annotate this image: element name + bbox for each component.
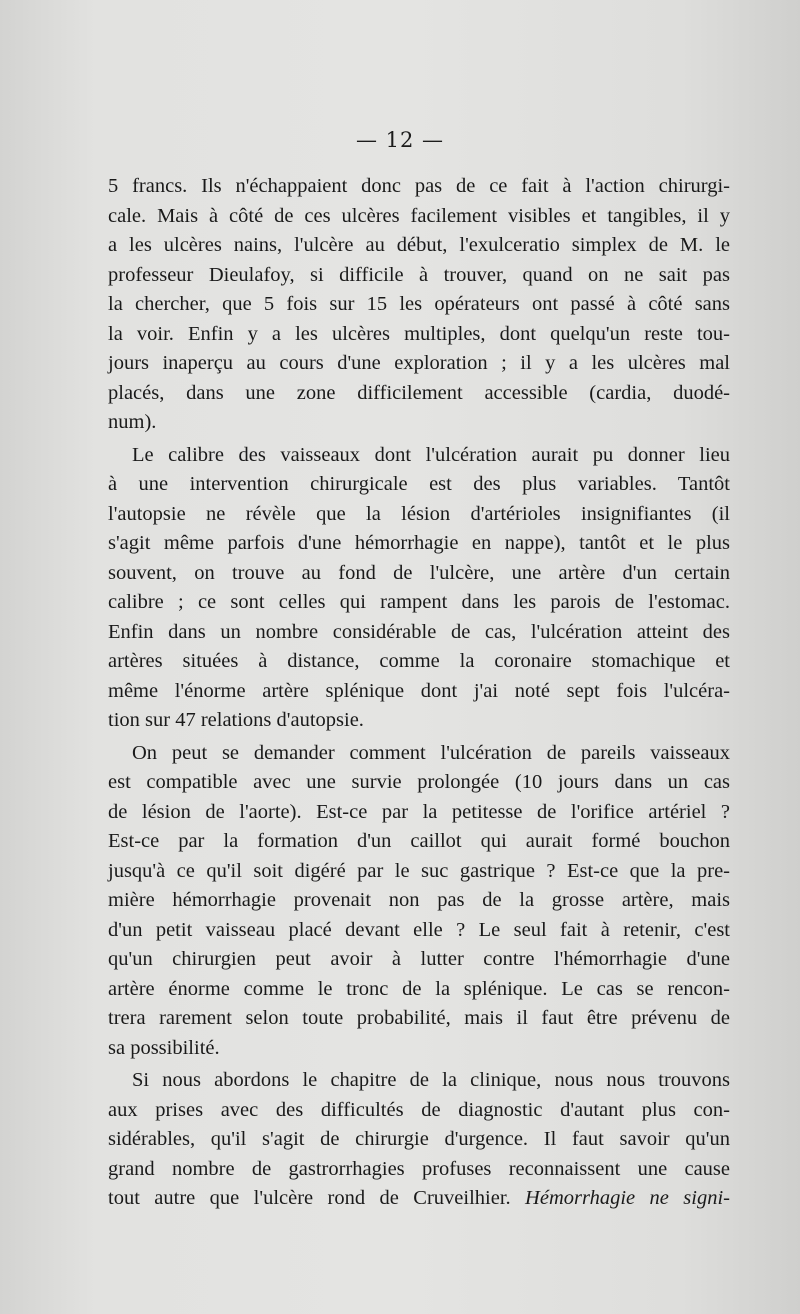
text-line: sidérables, qu'il s'agit de chirurgie d'urgence. Il faut savoir qu'un <box>108 1128 730 1150</box>
body-text <box>108 172 730 1214</box>
text-line: artère énorme comme le tronc de la splénique. Le cas se rencon- <box>108 977 730 1000</box>
text-line: jusqu'à ce qu'il soit digéré par le suc gastrique ? Est-ce que la pre- <box>108 859 730 882</box>
text-italic: Hémorrhagie ne signi- <box>525 1187 730 1209</box>
paragraph-3 <box>108 739 730 1064</box>
text-line: est compatible avec une survie prolongée (10 jours dans un cas <box>108 771 730 793</box>
paragraph-2 <box>108 441 730 736</box>
text-line: tion sur 47 relations d'autopsie. <box>108 709 364 731</box>
text-line: jours inaperçu au cours d'une exploration ; il y a les ulcères mal <box>108 352 730 374</box>
text-line: Si nous abordons le chapitre de la clinique, nous nous trouvons <box>132 1069 730 1091</box>
text-line: calibre ; ce sont celles qui rampent dans les parois de l'estomac. <box>108 591 730 613</box>
text-line: souvent, on trouve au fond de l'ulcère, une artère d'un certain <box>108 561 730 584</box>
text-line: aux prises avec des difficultés de diagnostic d'autant plus con- <box>108 1098 730 1121</box>
text-line: grand nombre de gastrorrhagies profuses reconnaissent une cause <box>108 1157 730 1180</box>
paragraph-1 <box>108 172 730 438</box>
text-line: la chercher, que 5 fois sur 15 les opérateurs ont passé à côté sans <box>108 293 730 315</box>
text-line: a les ulcères nains, l'ulcère au début, l'exulceratio simplex de M. le <box>108 234 730 256</box>
text-line: Est-ce par la formation d'un caillot qui aurait formé bouchon <box>108 830 730 852</box>
text-line: la voir. Enfin y a les ulcères multiples, dont quelqu'un reste tou- <box>108 322 730 345</box>
text-line: cale. Mais à côté de ces ulcères facilement visibles et tangibles, il y <box>108 204 730 227</box>
paragraph-4 <box>108 1066 730 1214</box>
text-line: professeur Dieulafoy, si difficile à trouver, quand on ne sait pas <box>108 263 730 286</box>
text-line: l'autopsie ne révèle que la lésion d'artérioles insignifiantes (il <box>108 502 730 525</box>
text-line: Enfin dans un nombre considérable de cas, l'ulcération atteint des <box>108 620 730 643</box>
text-line: 5 francs. Ils n'échappaient donc pas de ce fait à l'action chirurgi- <box>108 175 730 197</box>
text-line: même l'énorme artère splénique dont j'ai noté sept fois l'ulcéra- <box>108 679 730 702</box>
text-plain: tout autre que l'ulcère rond de Cruveilhier. <box>108 1187 526 1209</box>
page-number: — 12 — <box>355 128 445 152</box>
text-line: sa possibilité. <box>108 1036 220 1059</box>
text-line: artères situées à distance, comme la coronaire stomachique et <box>108 650 730 672</box>
text-line: placés, dans une zone difficilement accessible (cardia, duodé- <box>108 381 730 404</box>
text-line: qu'un chirurgien peut avoir à lutter contre l'hémorrhagie d'une <box>108 948 730 970</box>
text-line: On peut se demander comment l'ulcération de pareils vaisseaux <box>132 741 730 764</box>
text-line: à une intervention chirurgicale est des plus variables. Tantôt <box>108 473 730 495</box>
text-line: trera rarement selon toute probabilité, mais il faut être prévenu de <box>108 1007 730 1029</box>
text-line-final <box>108 1184 730 1214</box>
text-line: s'agit même parfois d'une hémorrhagie en nappe), tantôt et le plus <box>108 532 730 554</box>
text-line: Le calibre des vaisseaux dont l'ulcération aurait pu donner lieu <box>132 443 730 466</box>
text-line: de lésion de l'aorte). Est-ce par la petitesse de l'orifice artériel ? <box>108 800 730 823</box>
text-line: d'un petit vaisseau placé devant elle ? Le seul fait à retenir, c'est <box>108 918 730 941</box>
text-line: mière hémorrhagie provenait non pas de la grosse artère, mais <box>108 889 730 911</box>
text-line: num). <box>108 411 157 433</box>
